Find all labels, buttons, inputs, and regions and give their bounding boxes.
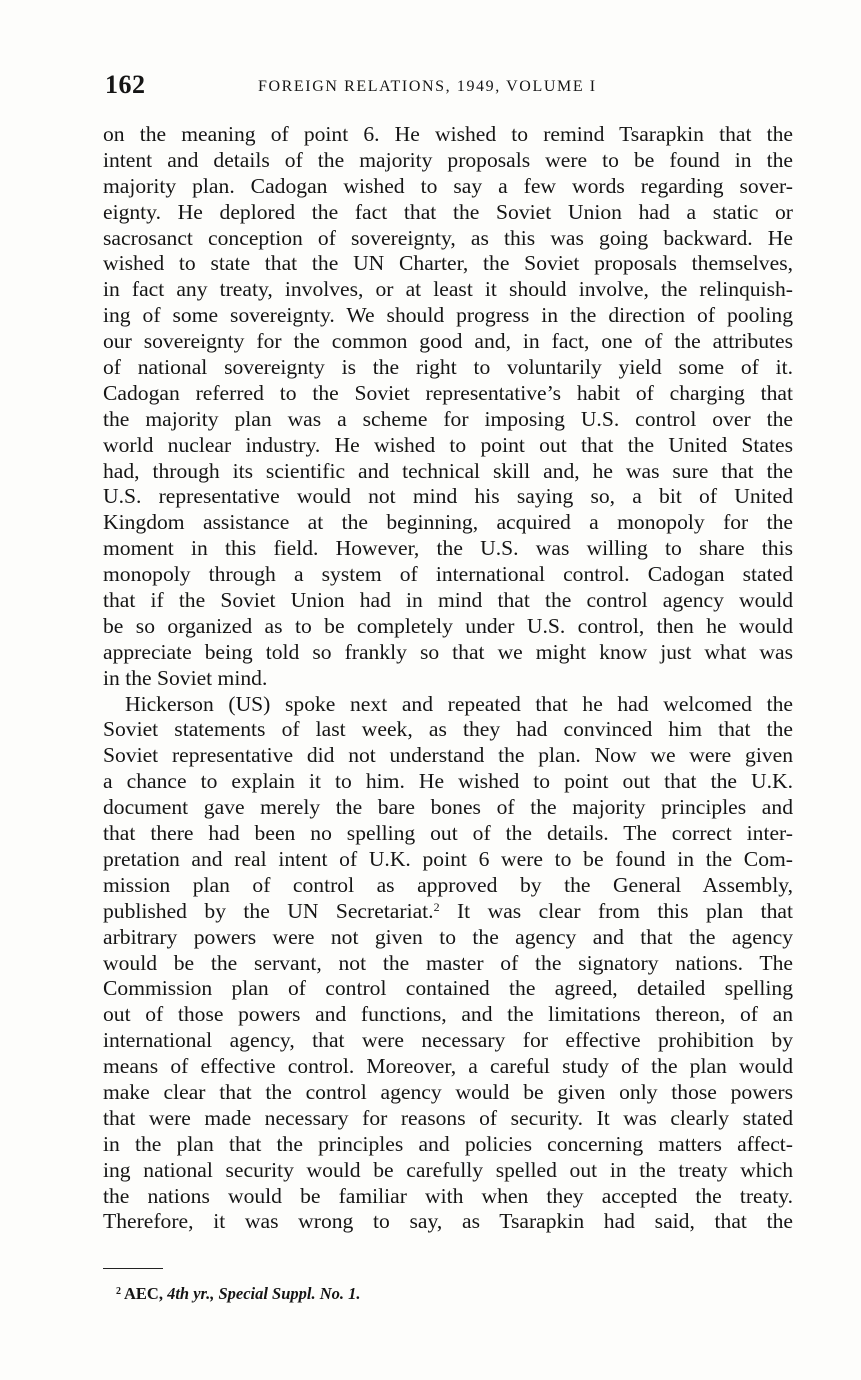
text-line: would be the servant, not the master of the signatory nations. The: [103, 950, 793, 975]
footnote: [116, 1284, 361, 1304]
footnote-reference[interactable]: 2: [433, 899, 440, 914]
text-line: that were made necessary for reasons of security. It was clearly stated: [103, 1105, 793, 1130]
page-number: 162: [105, 70, 146, 99]
text-line: eignty. He deplored the fact that the Soviet Union had a static or: [103, 199, 793, 224]
text-line: document gave merely the bare bones of the majority principles and: [103, 795, 793, 820]
text-line: in the plan that the principles and policies concerning matters affect-: [103, 1131, 793, 1156]
text-line: arbitrary powers were not given to the agency and that the agency: [103, 924, 793, 949]
document-page: [103, 70, 793, 1235]
text-line: of national sovereignty is the right to voluntarily yield some of it.: [103, 355, 793, 380]
text-line: make clear that the control agency would be given only those powers: [103, 1079, 793, 1104]
text-line: monopoly through a system of international control. Cadogan stated: [103, 562, 793, 587]
text-line: Soviet representative did not understand the plan. Now we were given: [103, 743, 793, 768]
text-line: out of those powers and functions, and the limitations thereon, of an: [103, 1002, 793, 1027]
text-line: ing national security would be carefully spelled out in the treaty which: [103, 1157, 793, 1182]
text-line: in fact any treaty, involves, or at least it should involve, the relinquish-: [103, 277, 793, 302]
text-line: sacrosanct conception of sovereignty, as this was going backward. He: [103, 225, 793, 250]
text-segment: It was clear from this plan that: [439, 898, 793, 923]
text-line: mission plan of control as approved by the General Assembly,: [103, 872, 793, 897]
text-line: be so organized as to be completely under U.S. control, then he would: [103, 613, 793, 638]
text-line: in the Soviet mind.: [103, 665, 268, 690]
running-head: FOREIGN RELATIONS, 1949, VOLUME I: [258, 78, 597, 95]
text-line: that there had been no spelling out of the details. The correct inter-: [103, 821, 793, 846]
text-line: Commission plan of control contained the agreed, detailed spelling: [103, 976, 793, 1001]
footnote-divider: [103, 1268, 163, 1269]
text-line: means of effective control. Moreover, a careful study of the plan would: [103, 1054, 793, 1079]
text-line: ing of some sovereignty. We should progress in the direction of pooling: [103, 303, 793, 328]
text-line: pretation and real intent of U.K. point 6 were to be found in the Com-: [103, 846, 793, 871]
text-line: Soviet statements of last week, as they had convinced him that the: [103, 717, 793, 742]
page-header: [103, 70, 793, 108]
text-line: had, through its scientific and technical skill and, he was sure that the: [103, 458, 793, 483]
footnote-citation: 4th yr., Special Suppl. No. 1.: [167, 1284, 361, 1303]
text-line: a chance to explain it to him. He wished to point out that the U.K.: [103, 769, 793, 794]
text-line: on the meaning of point 6. He wished to remind Tsarapkin that the: [103, 122, 793, 146]
text-line: moment in this field. However, the U.S. was willing to share this: [103, 536, 793, 561]
text-line: the majority plan was a scheme for imposing U.S. control over the: [103, 406, 793, 431]
text-line: Therefore, it was wrong to say, as Tsarapkin had said, that the: [103, 1209, 793, 1234]
text-line: intent and details of the majority proposals were to be found in the: [103, 147, 793, 172]
text-line: that if the Soviet Union had in mind that the control agency would: [103, 588, 793, 613]
body-text: [103, 122, 793, 1235]
text-line: Kingdom assistance at the beginning, acquired a monopoly for the: [103, 510, 793, 535]
text-line: our sovereignty for the common good and, in fact, one of the attributes: [103, 329, 793, 354]
footnote-marker: 2: [116, 1286, 121, 1297]
text-line: Hickerson (US) spoke next and repeated that he had welcomed the: [125, 691, 793, 716]
text-line: appreciate being told so frankly so that we might know just what was: [103, 639, 793, 664]
text-line: majority plan. Cadogan wished to say a few words regarding sover-: [103, 173, 793, 198]
text-line: world nuclear industry. He wished to point out that the United States: [103, 432, 793, 457]
text-line: the nations would be familiar with when they accepted the treaty.: [103, 1183, 793, 1208]
text-line: U.S. representative would not mind his saying so, a bit of United: [103, 484, 793, 509]
text-line: wished to state that the UN Charter, the Soviet proposals themselves,: [103, 251, 793, 276]
footnote-text: AEC,: [124, 1284, 168, 1303]
text-segment: published by the UN Secretariat.: [103, 898, 434, 923]
text-line-with-footnote-ref: [103, 899, 793, 925]
text-line: Cadogan referred to the Soviet representative’s habit of charging that: [103, 380, 793, 405]
text-line: international agency, that were necessary for effective prohibition by: [103, 1028, 793, 1053]
